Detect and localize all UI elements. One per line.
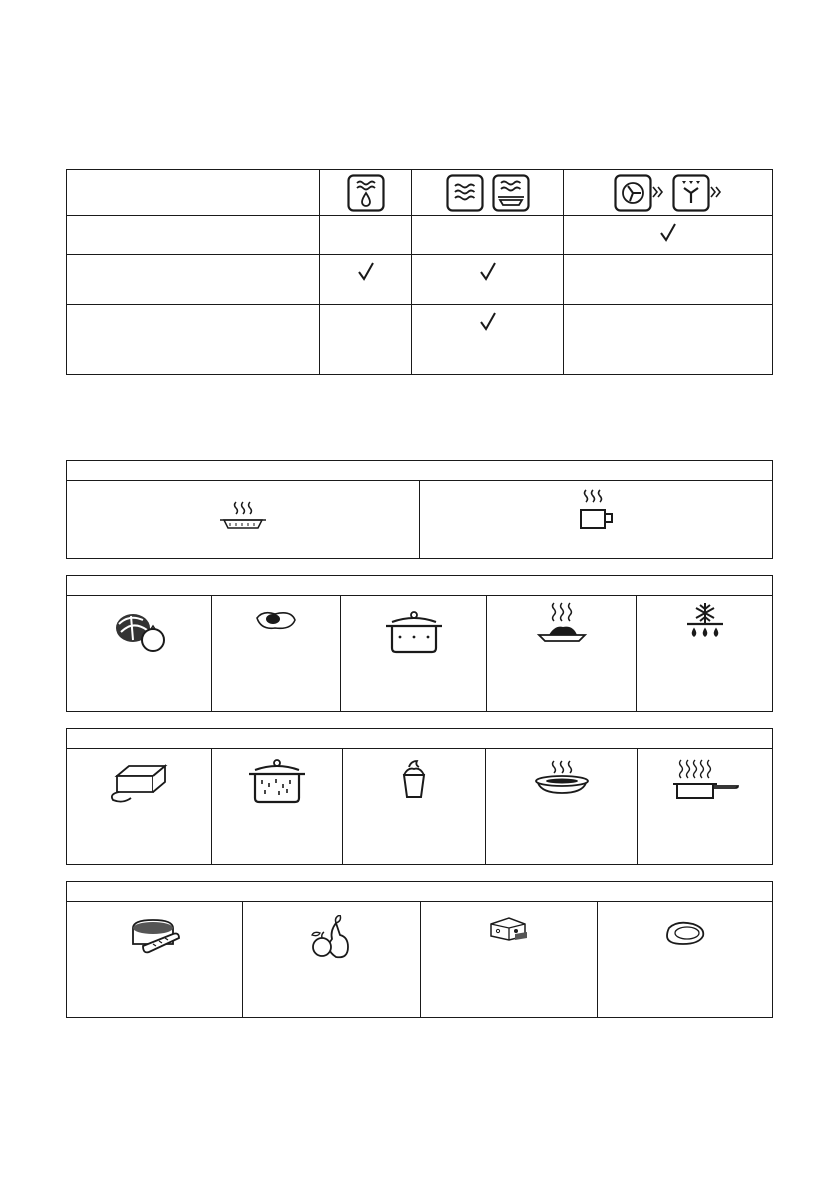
steam-water-drop-icon (346, 173, 386, 213)
panel-title (67, 882, 772, 902)
panel-title (67, 729, 772, 749)
panel-cell (67, 749, 212, 864)
panel-reheat (66, 460, 773, 559)
table-cell (412, 305, 564, 375)
panel-cell (598, 902, 772, 1017)
panel-cell (212, 749, 343, 864)
panel-cell (341, 596, 487, 711)
fruit-icon (308, 915, 356, 961)
panel-cell (637, 596, 772, 711)
checkmark-icon (479, 311, 497, 331)
panel-cell (212, 596, 341, 711)
panel-cell (638, 749, 772, 864)
table-cell (320, 305, 412, 375)
pot-icon (382, 610, 446, 654)
cup-cream-icon (399, 759, 429, 803)
steam-tray-icon (491, 173, 531, 213)
header-icon-cell (412, 170, 564, 216)
panel-cell (243, 902, 421, 1017)
table-cell (564, 305, 773, 375)
panel-cell (486, 749, 638, 864)
fried-egg-icon (251, 610, 301, 632)
steak-icon (663, 920, 707, 948)
panel-cell (487, 596, 637, 711)
plate-steam-icon (535, 601, 589, 647)
table-cell (564, 255, 773, 305)
panel-cell (67, 481, 420, 558)
panel-cell (343, 749, 486, 864)
vegetables-icon (107, 610, 171, 654)
checkmark-icon (479, 261, 497, 281)
defrost-fan-icon (671, 173, 723, 213)
checkmark-icon (659, 222, 677, 242)
header-icon-cell (564, 170, 773, 216)
row-label (67, 305, 320, 375)
table-cell (320, 216, 412, 255)
table-cell (412, 255, 564, 305)
cup-steam-icon (576, 488, 616, 532)
table-header-row (67, 170, 773, 216)
defrost-drops-icon (683, 601, 727, 645)
function-table (66, 169, 773, 375)
pan-steam-icon (669, 758, 741, 802)
cheese-icon (489, 916, 529, 942)
panel-defrosting (66, 881, 773, 1018)
table-row (67, 255, 773, 305)
panel-title (67, 461, 772, 481)
table-row (67, 305, 773, 375)
blower-fan-icon (613, 173, 665, 213)
table-row (67, 216, 773, 255)
pie-dish-steam-icon (216, 498, 270, 534)
checkmark-icon (357, 261, 375, 281)
row-label (67, 216, 320, 255)
panel-cell (67, 596, 212, 711)
header-icon-cell (320, 170, 412, 216)
panel-melting (66, 728, 773, 865)
table-cell (564, 216, 773, 255)
table-cell (320, 255, 412, 305)
panel-cell (420, 481, 772, 558)
header-label-cell (67, 170, 320, 216)
panel-title (67, 576, 772, 596)
panel-cell (67, 902, 243, 1017)
panel-cooking (66, 575, 773, 712)
pot-bubbles-icon (245, 758, 309, 806)
butter-melting-icon (107, 758, 171, 806)
soup-plate-icon (532, 759, 592, 799)
panel-cell (421, 902, 598, 1017)
bread-icon (127, 916, 183, 956)
row-label (67, 255, 320, 305)
steam-icon (445, 173, 485, 213)
table-cell (412, 216, 564, 255)
